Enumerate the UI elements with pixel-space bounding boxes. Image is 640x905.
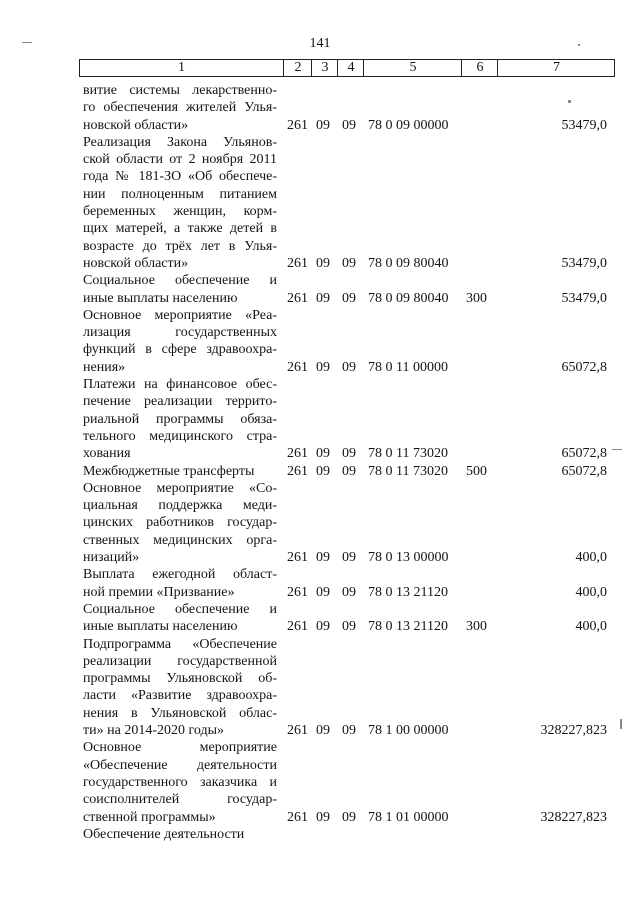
cell-c4: 09 [342,809,356,825]
page-number: 141 [309,36,331,51]
row-name-line: цинских работников государ- [83,515,277,531]
scan-speck [620,719,622,729]
scan-speck [22,42,32,43]
cell-c3: 09 [316,584,330,600]
cell-c7: 53479,0 [561,290,607,306]
row-name [83,463,277,480]
cell-c7: 53479,0 [561,117,607,133]
cell-c5: 78 0 11 73020 [368,446,448,462]
column-header-7: 7 [497,60,615,76]
row-name-line: ственных медицинских орга- [83,532,277,548]
row-name [83,601,277,636]
scan-speck [568,100,571,103]
cell-c4: 09 [342,723,356,739]
table-row [0,307,640,376]
cell-c3: 09 [316,290,330,306]
cell-c4: 09 [342,117,356,133]
cell-c2: 261 [287,584,308,600]
cell-c2: 261 [287,359,308,375]
row-name-line: Платежи на финансовое обес- [83,377,277,393]
table-row [0,480,640,567]
cell-c3: 09 [316,255,330,271]
column-header-3: 3 [311,60,338,76]
cell-c3: 09 [316,723,330,739]
row-name [83,826,277,843]
row-name [83,739,277,825]
cell-c6: 300 [466,619,487,635]
table-row [0,566,640,601]
cell-c4: 09 [342,619,356,635]
cell-c7: 53479,0 [561,255,607,271]
row-name-line: Основное мероприятие «Реа- [83,307,277,323]
cell-c2: 261 [287,117,308,133]
row-name [83,272,277,307]
row-name [83,134,277,272]
cell-c4: 09 [342,550,356,566]
row-name-line: риальной программы обяза- [83,411,277,427]
cell-c3: 09 [316,446,330,462]
cell-c4: 09 [342,359,356,375]
cell-c5: 78 0 11 73020 [368,463,448,479]
cell-c7: 328227,823 [540,809,607,825]
cell-c5: 78 0 09 80040 [368,255,449,271]
row-name-line: ласти «Развитие здравоохра- [83,688,277,704]
table-row [0,134,640,272]
row-name-line: возрасте до трёх лет в Улья- [83,238,277,254]
row-name [83,566,277,601]
row-name-line: реализации государственной [83,653,277,669]
cell-c7: 328227,823 [540,723,607,739]
cell-c3: 09 [316,359,330,375]
cell-c7: 400,0 [575,619,607,635]
row-name-line: Социальное обеспечение и [83,602,277,617]
cell-c6: 300 [466,290,487,306]
row-name-line: «Обеспечение деятельности [83,757,277,773]
cell-c3: 09 [316,619,330,635]
cell-c6: 500 [466,463,487,479]
cell-c5: 78 0 09 00000 [368,117,449,133]
row-name-line: соисполнителей государ- [83,792,277,808]
table-row [0,826,640,843]
row-name-line: года № 181-ЗО «Об обеспече- [83,169,277,185]
table-header [79,59,615,77]
row-name-line: хования [83,446,131,462]
cell-c4: 09 [342,290,356,306]
row-name-line: витие системы лекарственно- [83,83,277,98]
cell-c7: 65072,8 [561,359,607,375]
cell-c5: 78 0 13 21120 [368,619,448,635]
cell-c4: 09 [342,446,356,462]
row-name-line: Реализация Закона Ульянов- [83,134,277,150]
cell-c7: 400,0 [575,550,607,566]
column-header-1: 1 [178,60,185,75]
row-name-line: нения в Ульяновской облас- [83,705,277,721]
row-name-line: Основное мероприятие «Со- [83,480,277,496]
cell-c2: 261 [287,723,308,739]
cell-c5: 78 1 01 00000 [368,809,449,825]
scan-speck [612,449,622,450]
row-name-line: Межбюджетные трансферты [83,463,255,479]
column-header-5: 5 [363,60,462,76]
row-name-line: иные выплаты населению [83,619,238,635]
cell-c7: 400,0 [575,584,607,600]
row-name-line: Выплата ежегодной област- [83,567,277,583]
cell-c5: 78 0 09 80040 [368,290,449,306]
row-name [83,376,277,462]
column-header-4: 4 [337,60,364,76]
table-row [0,272,640,307]
cell-c5: 78 0 13 21120 [368,584,448,600]
row-name-line: щих матерей, а также детей в [83,221,277,237]
cell-c3: 09 [316,117,330,133]
table-row [0,601,640,636]
scan-speck [578,44,580,46]
cell-c3: 09 [316,550,330,566]
row-name-line: го обеспечения жителей Улья- [83,100,277,116]
row-name-line: Подпрограмма «Обеспечение [83,636,277,652]
cell-c7: 65072,8 [561,463,607,479]
row-name [83,307,277,376]
row-name [83,636,277,740]
table-row [0,376,640,463]
table-row [0,463,640,480]
row-name-line: нения» [83,359,126,375]
cell-c5: 78 0 11 00000 [368,359,448,375]
table-row [0,82,640,134]
row-name-line: государственного заказчика и [83,774,277,790]
cell-c2: 261 [287,255,308,271]
row-name-line: Основное мероприятие [83,740,277,756]
cell-c2: 261 [287,290,308,306]
row-name-line: тельного медицинского стра- [83,428,277,444]
cell-c2: 261 [287,809,308,825]
row-name-line: ственной программы» [83,809,216,825]
cell-c2: 261 [287,550,308,566]
cell-c2: 261 [287,619,308,635]
row-name-line: иные выплаты населению [83,290,238,306]
cell-c7: 65072,8 [561,446,607,462]
row-name-line: Обеспечение деятельности [83,826,245,842]
cell-c5: 78 0 13 00000 [368,550,449,566]
row-name-line: новской области» [83,255,189,271]
row-name-line: лизация государственных [83,325,277,341]
cell-c4: 09 [342,255,356,271]
cell-c2: 261 [287,446,308,462]
cell-c3: 09 [316,809,330,825]
table-row [0,636,640,740]
row-name-line: ти» на 2014-2020 годы» [83,723,224,739]
row-name-line: ной премии «Призвание» [83,584,235,600]
row-name-line: низаций» [83,550,140,566]
row-name [83,82,277,134]
row-name [83,480,277,566]
row-name-line: печение реализации террито- [83,394,277,410]
cell-c4: 09 [342,584,356,600]
row-name-line: беременных женщин, корм- [83,204,277,220]
cell-c2: 261 [287,463,308,479]
row-name-line: Социальное обеспечение и [83,273,277,289]
cell-c5: 78 1 00 00000 [368,723,449,739]
cell-c3: 09 [316,463,330,479]
row-name-line: новской области» [83,117,189,133]
column-header-2: 2 [283,60,312,76]
row-name-line: программы Ульяновской об- [83,671,277,687]
row-name-line: ской области от 2 ноября 2011 [83,152,277,168]
cell-c4: 09 [342,463,356,479]
row-name-line: нии полноценным питанием [83,186,277,202]
row-name-line: функций в сфере здравоохра- [83,342,277,358]
row-name-line: циальная поддержка меди- [83,498,277,514]
table-row [0,739,640,826]
column-header-6: 6 [461,60,498,76]
